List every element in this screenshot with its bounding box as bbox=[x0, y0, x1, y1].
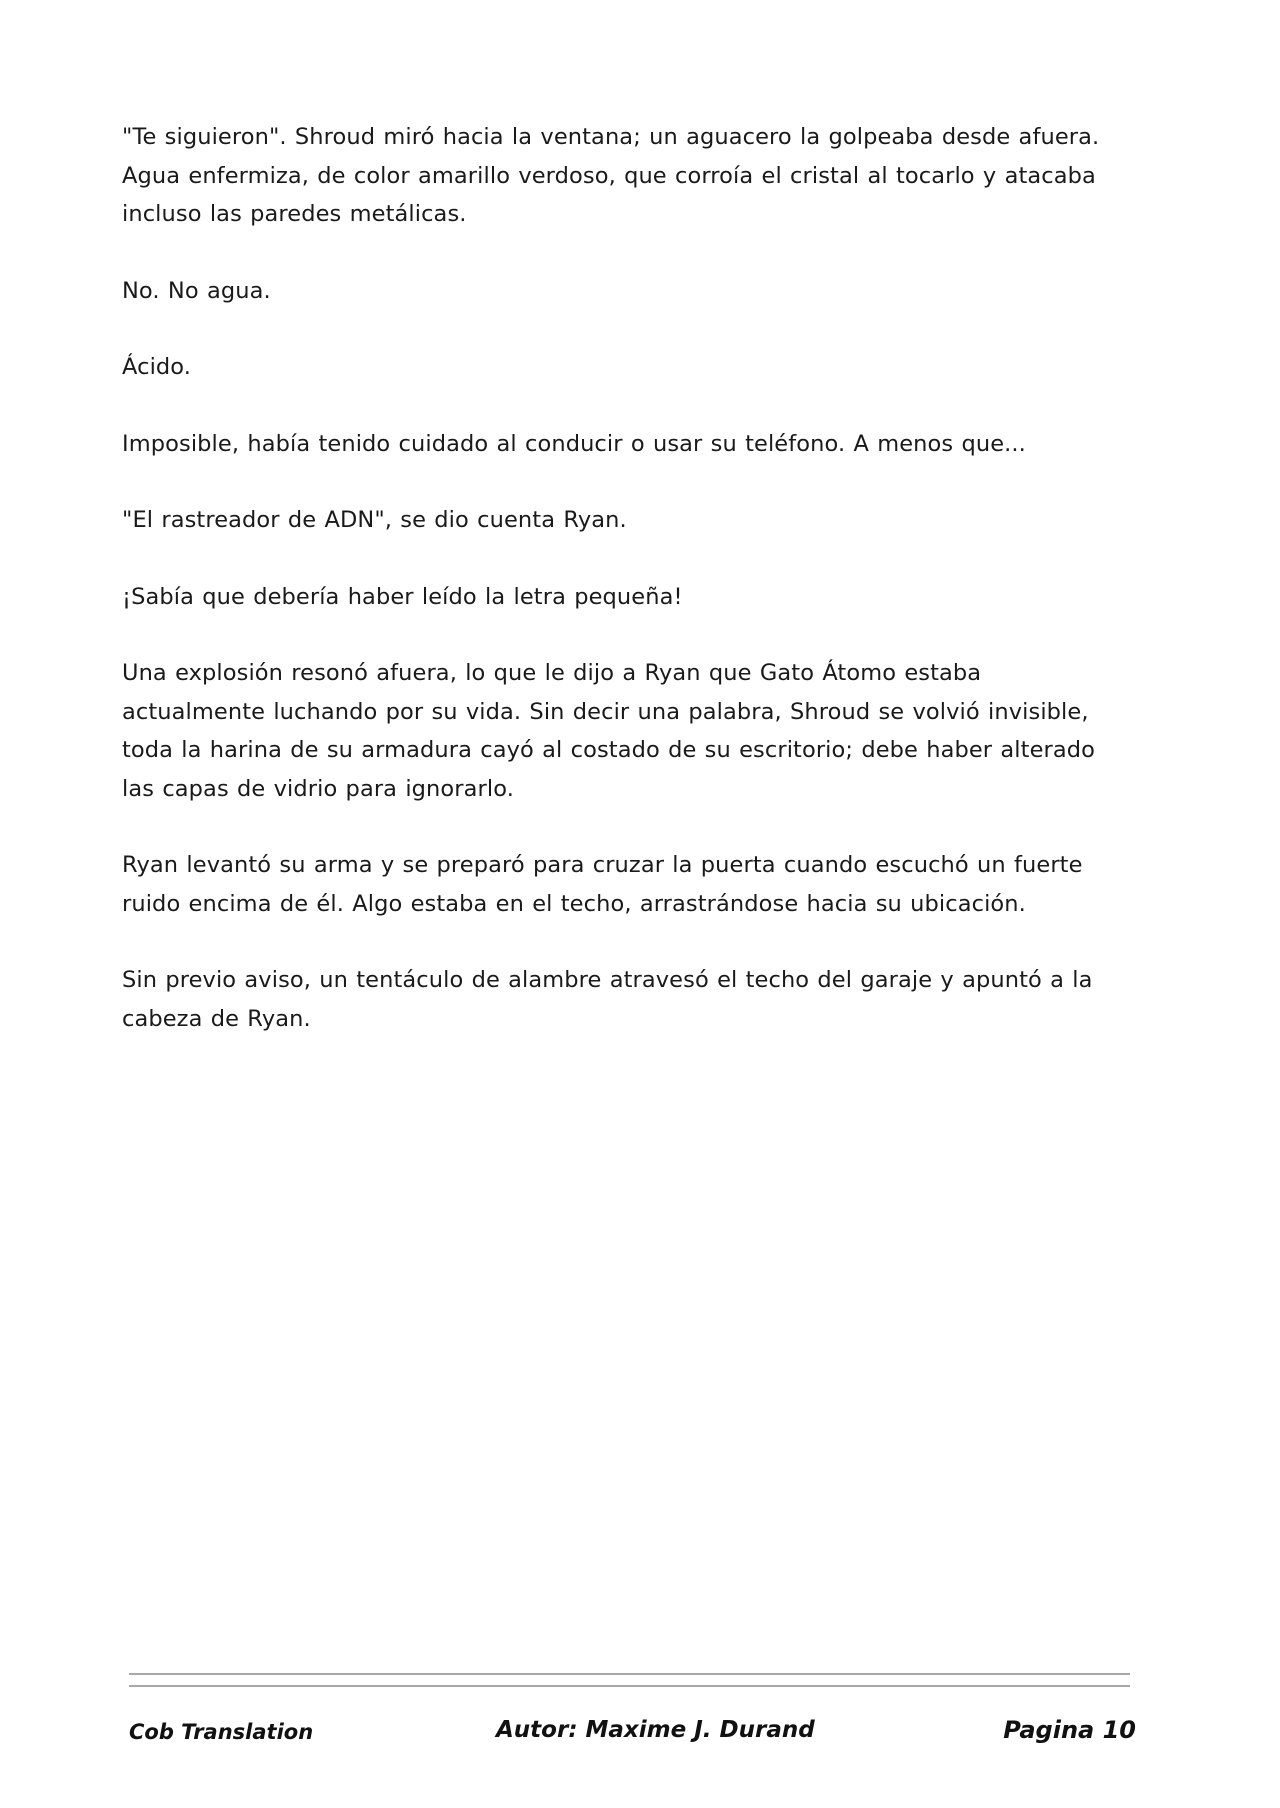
footer-author: Autor: Maxime J. Durand bbox=[496, 1717, 815, 1743]
paragraph: "El rastreador de ADN", se dio cuenta Ryan. bbox=[122, 507, 627, 533]
footer-divider-top bbox=[129, 1673, 1130, 1675]
paragraph: Sin previo aviso, un tentáculo de alambre atravesó el techo del garaje y apuntó a la cabeza de Ryan. bbox=[122, 967, 1093, 1032]
paragraph: Imposible, había tenido cuidado al conducir o usar su teléfono. A menos que... bbox=[122, 430, 1026, 457]
paragraph: Ácido. bbox=[122, 354, 192, 380]
paragraph: No. No agua. bbox=[122, 277, 271, 304]
paragraph: "Te siguieron". Shroud miró hacia la ventana; un aguacero la golpeaba desde afuera. Agua enfermiza, de color amarillo verdoso, que corroía el cristal al tocarlo y atacaba incluso las paredes metálicas. bbox=[122, 124, 1100, 227]
footer-translator: Cob Translation bbox=[129, 1720, 314, 1744]
footer-page-number: Pagina 10 bbox=[1003, 1716, 1136, 1744]
footer-divider-bottom bbox=[129, 1685, 1130, 1687]
paragraph: Una explosión resonó afuera, lo que le dijo a Ryan que Gato Átomo estaba actualmente luchando por su vida. Sin decir una palabra, Shroud se volvió invisible, toda la harina de su armadura cayó al costado de su escritorio; debe haber alterado las capas de vidrio para ignorarlo. bbox=[122, 660, 1096, 802]
paragraph: Ryan levantó su arma y se preparó para cruzar la puerta cuando escuchó un fuerte ruido encima de él. Algo estaba en el techo, arrastrándose hacia su ubicación. bbox=[122, 852, 1083, 917]
body-text bbox=[122, 118, 1132, 1076]
paragraph: ¡Sabía que debería haber leído la letra pequeña! bbox=[122, 583, 683, 610]
